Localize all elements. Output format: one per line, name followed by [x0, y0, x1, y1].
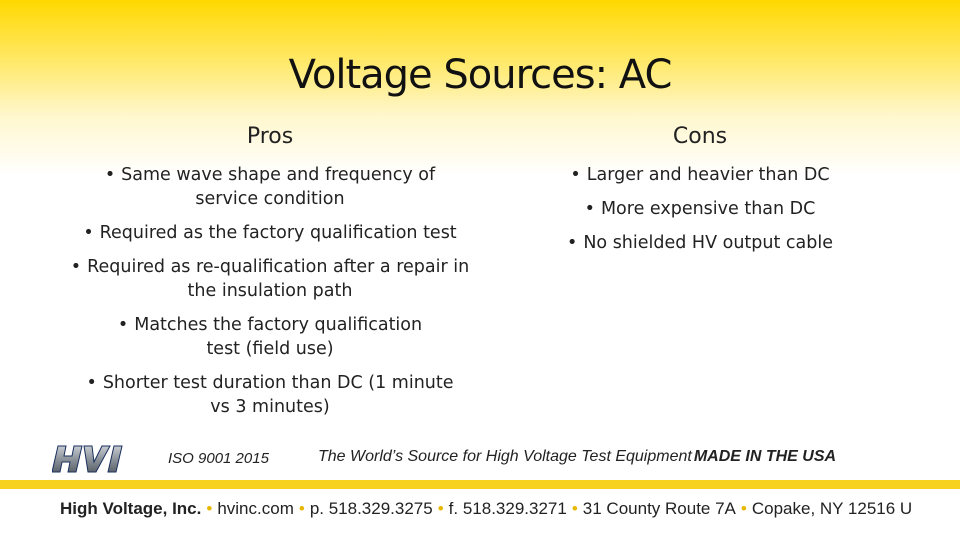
separator: • [298, 499, 305, 518]
address: 31 County Route 7A [582, 499, 736, 518]
list-item: • Same wave shape and frequency of service condition [104, 165, 436, 209]
list-item: • Matches the factory qualification test (field use) [117, 315, 423, 359]
list-item: • Required as the factory qualification test [83, 223, 457, 243]
hvi-logo [52, 444, 128, 474]
iso-certification: ISO 9001 2015 [168, 450, 269, 467]
slide-title: Voltage Sources: AC [288, 52, 672, 98]
tagline [318, 448, 836, 466]
pros-heading: Pros [246, 124, 294, 149]
contact-bar [0, 489, 960, 540]
separator: • [571, 499, 578, 518]
list-item: • Larger and heavier than DC [570, 165, 830, 185]
separator: • [206, 499, 213, 518]
pros-list [60, 163, 480, 419]
gold-divider [0, 480, 960, 489]
company-name: High Voltage, Inc. [60, 499, 202, 518]
pros-column [60, 124, 480, 429]
made-in-usa: MADE IN THE USA [693, 448, 837, 465]
cons-list [500, 163, 900, 255]
list-item: • More expensive than DC [584, 199, 816, 219]
list-item: • No shielded HV output cable [567, 233, 833, 253]
phone: p. 518.329.3275 [309, 499, 433, 518]
separator: • [437, 499, 444, 518]
website: hvinc.com [217, 499, 294, 518]
list-item: • Required as re-qualification after a repair in the insulation path [70, 257, 470, 301]
cons-heading: Cons [672, 124, 728, 149]
contact-line [60, 499, 912, 519]
cons-column [500, 124, 900, 265]
list-item: • Shorter test duration than DC (1 minute vs 3 minutes) [86, 373, 454, 417]
tagline-text: The World’s Source for High Voltage Test Equipment [318, 448, 692, 465]
fax: f. 518.329.3271 [448, 499, 567, 518]
separator: • [740, 499, 747, 518]
city: Copake, NY 12516 U [751, 499, 913, 518]
